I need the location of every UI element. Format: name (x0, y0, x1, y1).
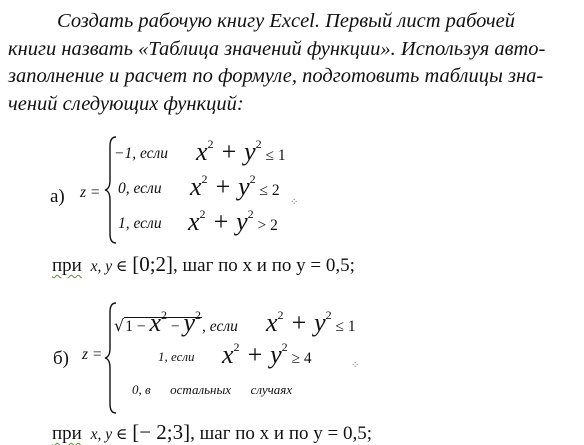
intro-line-1: Создать рабочую книгу Excel. Первый лист рабочей (57, 10, 516, 32)
part-a-case1-cond: $x^2 + y^2 \le 1$ (196, 137, 286, 166)
intro-line-4: чений следующих функций: (8, 93, 244, 115)
part-b-case1: $√1 - x^2 - y^2$, если (114, 308, 238, 337)
part-b-case3: 0, в остальных случаях (132, 382, 293, 397)
part-b-func: z = (82, 346, 103, 363)
intro-line-3: заполнение и расчет по формуле, подготовить таблицы зна- (8, 65, 544, 87)
part-b-case1-cond: $x^2 + y^2 \le 1$ (266, 308, 356, 337)
part-b-case2-cond: $x^2 + y^2 \ge 4$ (222, 340, 312, 369)
edit-mark-b: ⁘ (351, 360, 360, 371)
part-a-case2-value: 0, если (118, 180, 162, 197)
edit-mark-a: ⁘ (290, 197, 299, 208)
part-a-case1-value: −1, если (114, 145, 169, 162)
part-a-domain: при x, y ∈ [0;2], шаг по x и по y = 0,5; (52, 252, 355, 276)
part-b-domain: при x, y ∈ [− 2;3], шаг по x и по y = 0,5; (52, 420, 372, 444)
part-a-case2-cond: $x^2 + y^2 \le 2$ (190, 172, 280, 201)
part-a-label: а) (50, 186, 65, 207)
part-a-func: z = (80, 184, 101, 201)
part-a-case3-value: 1, если (118, 215, 162, 232)
part-b-label: б) (53, 348, 69, 369)
part-a-case3-cond: $x^2 + y^2 > 2$ (188, 207, 278, 236)
part-b-case2-value: 1, если (158, 349, 195, 364)
intro-line-2: книги назвать «Таблица значений функции». Используя авто- (8, 38, 546, 60)
